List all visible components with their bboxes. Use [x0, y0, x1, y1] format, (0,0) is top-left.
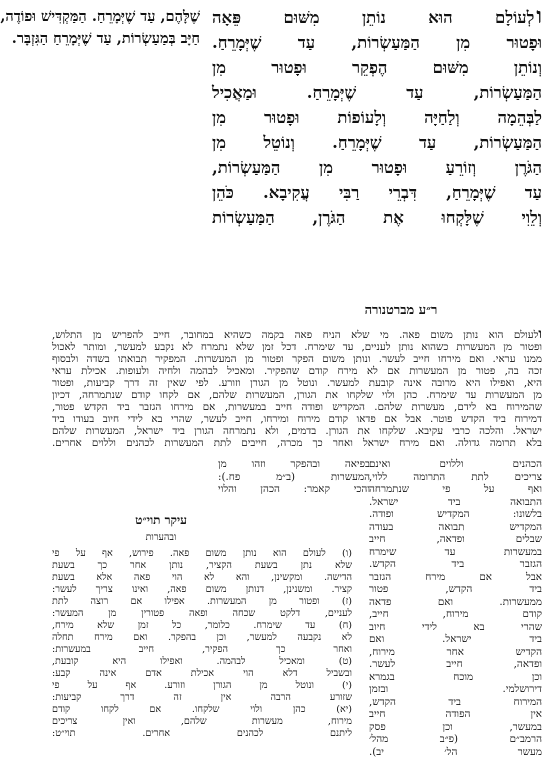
text-line: במעשר, וכן פסק	[369, 721, 542, 734]
text-line: ופדאה, חייב לעשר.	[369, 658, 542, 671]
text-line: הַמַּעַשְׂרוֹת, עַד שֶׁיְּמָרֵחַ. וּמַאֲכִיל	[212, 80, 542, 105]
text-line: קודם מירוח, חייב,	[369, 608, 542, 621]
text-line: ולְעוֹלָם הוּא נוֹתֵן מִשּׁוּם פֵּאָה	[212, 4, 542, 30]
bartenura-header: ר״ע מברטנורה	[356, 302, 446, 320]
text-line: הַמַּעַשְׂרוֹת, עַד שֶׁיְּמָרֵחַ. וְנוֹטֵל מִן	[212, 130, 542, 155]
text-line: המעשרות (ב״מ פח.):	[218, 471, 370, 484]
text-line: ביד הקדש, פטור	[369, 583, 542, 596]
text-line: שלא נתן בשעת הקציר, נותן אחר כך בשעת	[52, 560, 352, 572]
text-line: וּפָטוּר מִן הַמַּעַשְׂרוֹת, עַד שֶׁיְּמָרֵחַ.	[212, 30, 542, 55]
text-line: (ז) ופטור מן המעשרות. אפילו אם רוצה לתת	[52, 596, 352, 608]
text-line: (יא) כהן ולוי שלקחו. אם לקחו קודם	[52, 704, 352, 716]
text-line: שהמירוח בא לידם, מעשרות שלהם. המקדיש ופודה חייב במעשרות, אם מירחו הגזבר ביד הקדש פטור,	[52, 401, 542, 413]
text-line: דמירוח ביד הקדש פוטר. אבל אם פדאו קודם מירוח ומירחו, חייב לעשר, שהרי בא לידי חיוב בעודו ביד	[52, 413, 542, 425]
text-line: הַגֹּרֶן וְזוֹרֵעַ וּפָטוּר מִן הַמַּעַשְׂרוֹת,	[212, 155, 542, 180]
text-line: בפיאה ובהפקר וזהו מן	[218, 458, 370, 471]
text-line: לעניים, דלקט שכחה ופאה פטורין מן המעשר:	[52, 608, 352, 620]
text-line: זכה בה, פטור מן המעשרות אם לא מירח קודם שהפקיר. ומאכיל לבהמה ולחיה ולעופות. אכילת עראי	[52, 365, 542, 377]
mishnah-continuation	[50, 6, 200, 66]
text-line: ואחר כך הפקיר, חייב במעשרות:	[52, 644, 352, 656]
text-line: הדישה. ומקשינן, והא לא הוי פאה אלא בשעת	[52, 572, 352, 584]
text-line: שזורע הרבה אין זה דרך קביעות:	[52, 692, 352, 704]
text-line: ליתנם לכהנים אחרים. תוי״ט:	[52, 728, 352, 740]
text-line: (י) ונוטל מן הגורן וזורע. אף על פי	[52, 680, 352, 692]
text-line: הקדיש אחר מירוח,	[369, 646, 542, 659]
text-line: המקדיש תבואה בעודה	[369, 521, 542, 534]
text-line: (ח) עד שימרח. כלומר, כל זמן שלא מירח,	[52, 620, 352, 632]
text-line: המירוח ביד הקדש,	[369, 696, 542, 709]
text-line: היא, ואפילו היא מרובה אינה קובעת למעשר. ונוטל מן הגורן וזורע. לפי שאין זה דרך קביעות, ופטור	[52, 377, 542, 389]
text-line: שבלים ופדאה, חייב	[369, 533, 542, 546]
text-line: ולעולם הוא נותן משום פאה. מי שלא הניח פאה בקמה כשהיא במחובר, חייב להפריש מן התלוש,	[52, 328, 542, 341]
drop-cap: ו	[536, 4, 542, 29]
text-line: ממנו עראי. ואם מירחו חייב לעשר. ונותן משום הפקר ופטור מן המעשרות. המפקיר תבואתו בשדה ולבסוף	[52, 353, 542, 365]
bartenura-commentary	[52, 328, 542, 458]
text-line: הגזבר ביד הקדש.	[369, 558, 542, 571]
text-line: ממעשרות. ואם פדאה	[369, 596, 542, 609]
text-line: בלשונו: המקדיש ופודה.	[369, 508, 542, 521]
commentary-snippet	[218, 458, 370, 498]
tosafot-subheader: ובהערות	[126, 532, 196, 546]
text-line: בלא תרומה גדולה. ואם מירח ישראל ואחר כך מכרה, חייבים לתת המעשרות לכהנים וללוים אחרים.	[52, 437, 542, 449]
text-line: קציר. ומשנינן, דנותן משום פאה, ואינו צריך לעשר:	[52, 584, 352, 596]
text-line: מן המעשרות עד שימרח. כהן ולוי שלקחו את הגורן, המעשרות שלהם, אם לקחו קודם שנתמרחה, דכיון	[52, 389, 542, 401]
text-line: מעשר הל׳ יב).	[369, 746, 542, 758]
text-line: וכן מוכח בגמרא	[369, 671, 542, 684]
text-line: הכהנים וללוים ואינם	[369, 458, 542, 471]
text-line: עַד שֶׁיְּמָרֵחַ, דִּבְרֵי רַבִּי עֲקִיבָא. כֹּהֵן	[212, 180, 542, 205]
text-line: לַבְּהֵמָה וְלַחַיָּה וְלָעוֹפוֹת וּפָטוּר מִן	[212, 105, 542, 130]
text-line: דירושלמי. ובזמן	[369, 683, 542, 696]
text-line: (ו) לעולם הוא נותן משום פאה. פירוש, אף על פי	[52, 548, 352, 560]
text-line: צריכים לתת התרומה ללוי,	[369, 471, 542, 484]
mishnah-text	[212, 4, 542, 266]
text-line: שֶׁלָּהֶם, עַד שֶׁיְּמָרֵחַ. הַמַּקְדִּישׁ וּפוֹדֶה,	[50, 6, 200, 28]
text-line: שהרי בא לידי חיוב	[369, 621, 542, 634]
text-line: ביד ישראל. ואם	[369, 633, 542, 646]
bartenura-continuation-column	[369, 458, 542, 708]
text-line: ובשביל דלא הוי אכילת אדם אינה קבע:	[52, 668, 352, 680]
text-line: לא נקבעה למעשר, וכן בהפקר. ואם מירח תחלה	[52, 632, 352, 644]
text-line: הרמב״ם (פ״ב מהל׳	[369, 733, 542, 746]
text-line: מירוח, מעשרות שלהם, ואין צריכים	[52, 716, 352, 728]
text-line: ישראל. והלכה כרבי עקיבא. שלקחו את הגורן. בדמים, ולא נתמרחה הגורן ביד ישראל, המעשרות שלהם	[52, 425, 542, 437]
text-line: התבואה ביד ישראל.	[369, 496, 542, 509]
text-line: והכי קאמר: הכהן והלוי	[218, 483, 370, 496]
text-line: במעשרות עד שימרח	[369, 546, 542, 559]
text-line: אבל אם מירח הגזבר	[369, 571, 542, 584]
text-line: וְנוֹתֵן מִשּׁוּם הֶפְקֵר וּפָטוּר מִן	[212, 55, 542, 80]
text-line: ופטור מן המעשרות כשהוא נותן לעניים, עד שימרח. דכל זמן שלא נתמרח לא נקבע למעשר, ומותר לאכול	[52, 341, 542, 353]
text-line: (ט) ומאכיל לבהמה. ואפילו היא קובעת,	[52, 656, 352, 668]
text-line: ואף על פי שנתמרחה	[369, 483, 542, 496]
text-line: אין הפודה חייב	[369, 708, 542, 721]
drop-cap: ו	[538, 326, 542, 342]
text-line: חַיָּב בְּמַעַשְׂרוֹת, עַד שֶׁיְּמָרֵחַ הַגִּזְבָּר.	[50, 28, 200, 50]
text-line: וְלֵוִי שֶׁלָּקְחוּ אֶת הַגֹּרֶן, הַמַּעַשְׂרוֹת	[212, 205, 542, 230]
tosafot-commentary	[52, 548, 352, 708]
tosafot-header: עיקר תוי״ט	[96, 513, 226, 531]
